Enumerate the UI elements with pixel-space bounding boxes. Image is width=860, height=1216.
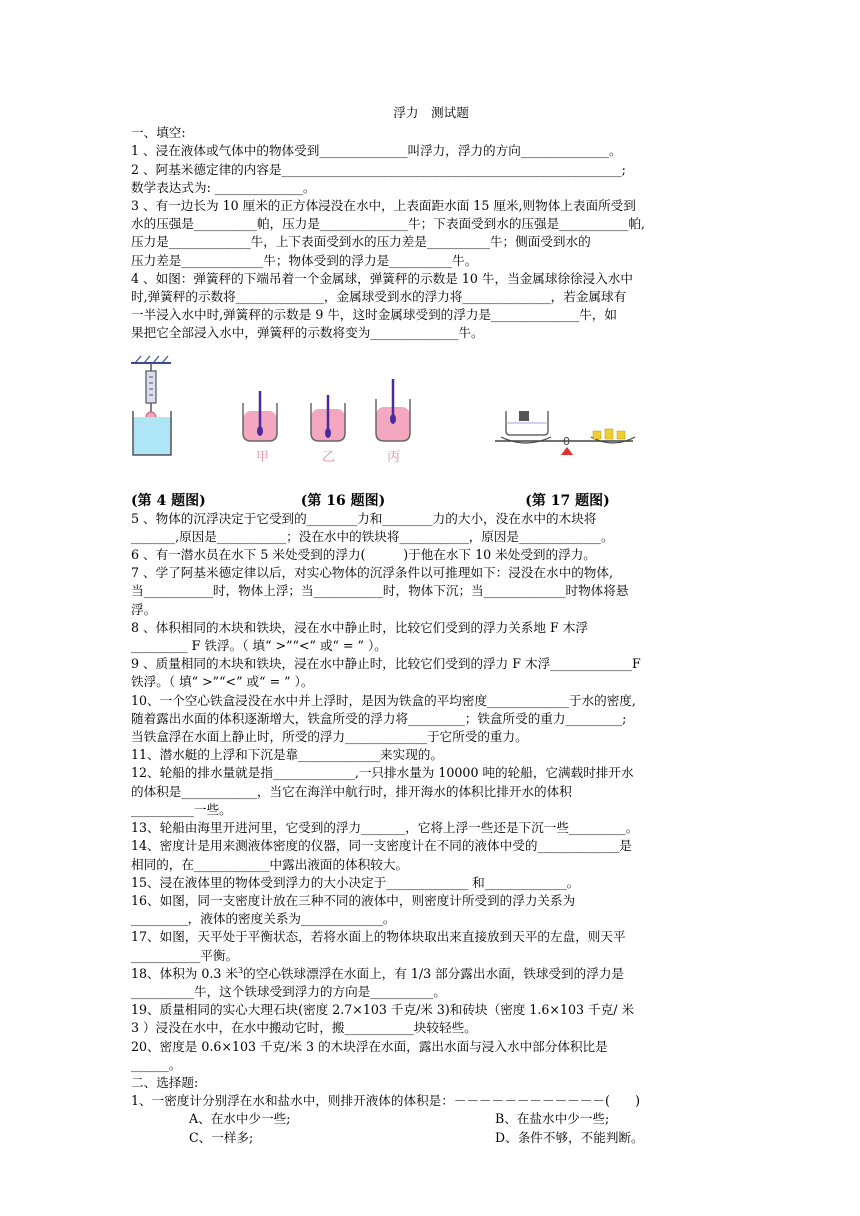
mc-option-c: C、一样多; — [189, 1129, 254, 1145]
section-heading: 一、填空: — [131, 125, 186, 141]
text-line: 5 、物体的沉浮决定于它受到的________力和________力的大小，没在水中的木块将 — [131, 510, 597, 526]
text-line: 16、如图，同一支密度计放在三种不同的液体中，则密度计所受到的浮力关系为 — [131, 892, 576, 908]
text-line: 10、一个空心铁盒浸没在水中并上浮时，是因为铁盒的平均密度_____________于水的密度, — [131, 692, 636, 708]
section-heading: 二、选择题: — [131, 1074, 199, 1090]
caption-q4: (第 4 题图) — [131, 492, 206, 509]
text-line: 随着露出水面的体积逐渐增大，铁盒所受的浮力将_________；铁盒所受的重力_________; — [131, 710, 627, 726]
text-line: 果把它全部浸入水中，弹簧秤的示数将变为______________牛。 — [131, 325, 484, 341]
mc-options-row — [131, 1129, 731, 1147]
mc-option-a: A、在水中少一些; — [189, 1111, 291, 1127]
text-line: 20、密度是 0.6×103 千克/米 3 的木块浮在水面，露出水面与浸入水中部分体积比是 — [131, 1038, 608, 1054]
balance-figure — [495, 411, 635, 455]
figure-row — [131, 353, 731, 498]
text-line: 水的压强是__________帕，压力是______________牛；下表面受到水的压强是___________帕, — [131, 216, 646, 232]
mc-question-1: 1、一密度计分别浮在水和盐水中，则排开液体的体积是：－－－－－－－－－－－－( ) — [131, 1093, 640, 1109]
text-line: 当___________时，物体上浮；当___________时，物体下沉；当_____________时物体将悬 — [131, 583, 629, 599]
q18-exponent: 3 — [238, 965, 244, 975]
questions-1-4 — [131, 142, 731, 342]
beaker-label-bing: 丙 — [387, 449, 401, 465]
spring-scale-figure — [131, 356, 171, 455]
text-line: 一半浸入水中时,弹簧秤的示数是 9 牛，这时金属球受到的浮力是______________牛，如 — [131, 307, 617, 323]
text-line: 压力是_____________牛，上下表面受到水的压力差是__________牛；侧面受到水的 — [131, 234, 591, 250]
text-line: 7 、学了阿基米德定律以后，对实心物体的沉浮条件以可推理如下：浸没在水中的物体, — [131, 565, 613, 581]
text-line: ___________平衡。 — [131, 947, 239, 963]
page-title: 浮力 测试题 — [393, 105, 469, 120]
text-line: 2 、阿基米德定律的内容是______________________________________________________; — [131, 161, 626, 177]
text-line: 当铁盒浮在水面上静止时，所受的浮力_____________于它所受的重力。 — [131, 729, 528, 745]
text-line: 压力差是_____________牛；物体受到的浮力是__________牛。 — [131, 252, 478, 268]
q18-part-a: 18、体积为 0.3 米 — [131, 965, 239, 981]
mc-options-row — [131, 1110, 731, 1128]
text-line: _________，液体的密度关系为_____________。 — [131, 911, 396, 927]
text-line: 17、如图，天平处于平衡状态，若将水面上的物体块取出来直接放到天平的左盘，则天平 — [131, 929, 626, 945]
text-line: 数学表达式为: ______________。 — [131, 179, 316, 195]
text-line: 15、浸在液体里的物体受到浮力的大小决定于_____________ 和_____________。 — [131, 874, 580, 890]
text-line: 6 、有一潜水员在水下 5 米处受到的浮力( )于他在水下 10 米处受到的浮力。 — [131, 547, 596, 563]
worksheet — [131, 104, 731, 1147]
caption-q16: (第 16 题图) — [300, 492, 386, 509]
balance-zero-label: 0 — [563, 434, 570, 448]
text-line: 4 、如图：弹簧秤的下端吊着一个金属球，弹簧秤的示数是 10 牛，当金属球徐徐浸入水中 — [131, 270, 634, 286]
text-line: 的体积是____________，当它在海洋中航行时，排开海水的体积比排开水的体积 — [131, 783, 572, 799]
text-line: 13、轮船由海里开进河里，它受到的浮力_______，它将上浮一些还是下沉一些_________。 — [131, 820, 639, 836]
text-line: 时,弹簧秤的示数将______________，金属球受到水的浮力将______________，若金属球有 — [131, 289, 627, 305]
text-line: ______。 — [131, 1056, 182, 1072]
q18-part-b: 的空心铁球漂浮在水面上，有 1/3 部分露出水面，铁球受到的浮力是 — [243, 965, 625, 981]
text-line: 14、密度计是用来测液体密度的仪器，同一支密度计在不同的液体中受的_____________是 — [131, 838, 632, 854]
caption-q17: (第 17 题图) — [525, 492, 610, 509]
beaker-label-jia: 甲 — [256, 449, 270, 465]
mc-option-b: B、在盐水中少一些; — [495, 1111, 610, 1127]
figures-illustration — [131, 353, 731, 498]
questions-18-20 — [131, 983, 731, 1074]
question-18 — [131, 965, 731, 983]
text-line: 3 、有一边长为 10 厘米的正方体浸没在水中，上表面距水面 15 厘米,则物体上表面所受到 — [131, 198, 636, 214]
text-line: _________ F 铁浮。（ 填“ >”“<” 或“ = ” ）。 — [131, 638, 387, 654]
text-line: 3 ）浸没在水中，在水中搬动它时，搬___________块较轻些。 — [131, 1020, 477, 1036]
beaker-label-yi: 乙 — [322, 449, 336, 465]
questions-5-17 — [131, 510, 731, 965]
text-line: 9 、质量相同的木块和铁块，浸在水中静止时，比较它们受到的浮力 F 木浮_____________F — [131, 656, 641, 672]
hydrometer-figure — [243, 379, 410, 441]
text-line: 1 、浸在液体或气体中的物体受到______________叫浮力，浮力的方向______________。 — [131, 143, 622, 159]
text-line: 铁浮。（ 填“ >”“<” 或“ = ” ）。 — [131, 674, 314, 690]
text-line: 19、质量相同的实心大理石块(密度 2.7×103 千克/米 3)和砖块（密度 1.6×103 千克/ 米 — [131, 1002, 635, 1018]
text-line: 12、轮船的排水量就是指_____________,一只排水量为 10000 吨的轮船，它满载时排开水 — [131, 765, 634, 781]
text-line: 相同的，在____________中露出液面的体积较大。 — [131, 856, 409, 872]
mc-option-d: D、条件不够，不能判断。 — [495, 1129, 644, 1145]
text-line: 8 、体积相同的木块和铁块，浸在水中静止时，比较它们受到的浮力关系地 F 木浮 — [131, 619, 588, 635]
text-line: _______,原因是___________；没在水中的铁块将___________，原因是_____________。 — [131, 528, 614, 544]
text-line: __________一些。 — [131, 801, 232, 817]
text-line: __________牛，这个铁球受到浮力的方向是__________。 — [131, 983, 446, 999]
text-line: 浮。 — [131, 601, 157, 617]
text-line: 11、潜水艇的上浮和下沉是靠_____________来实现的。 — [131, 747, 443, 763]
